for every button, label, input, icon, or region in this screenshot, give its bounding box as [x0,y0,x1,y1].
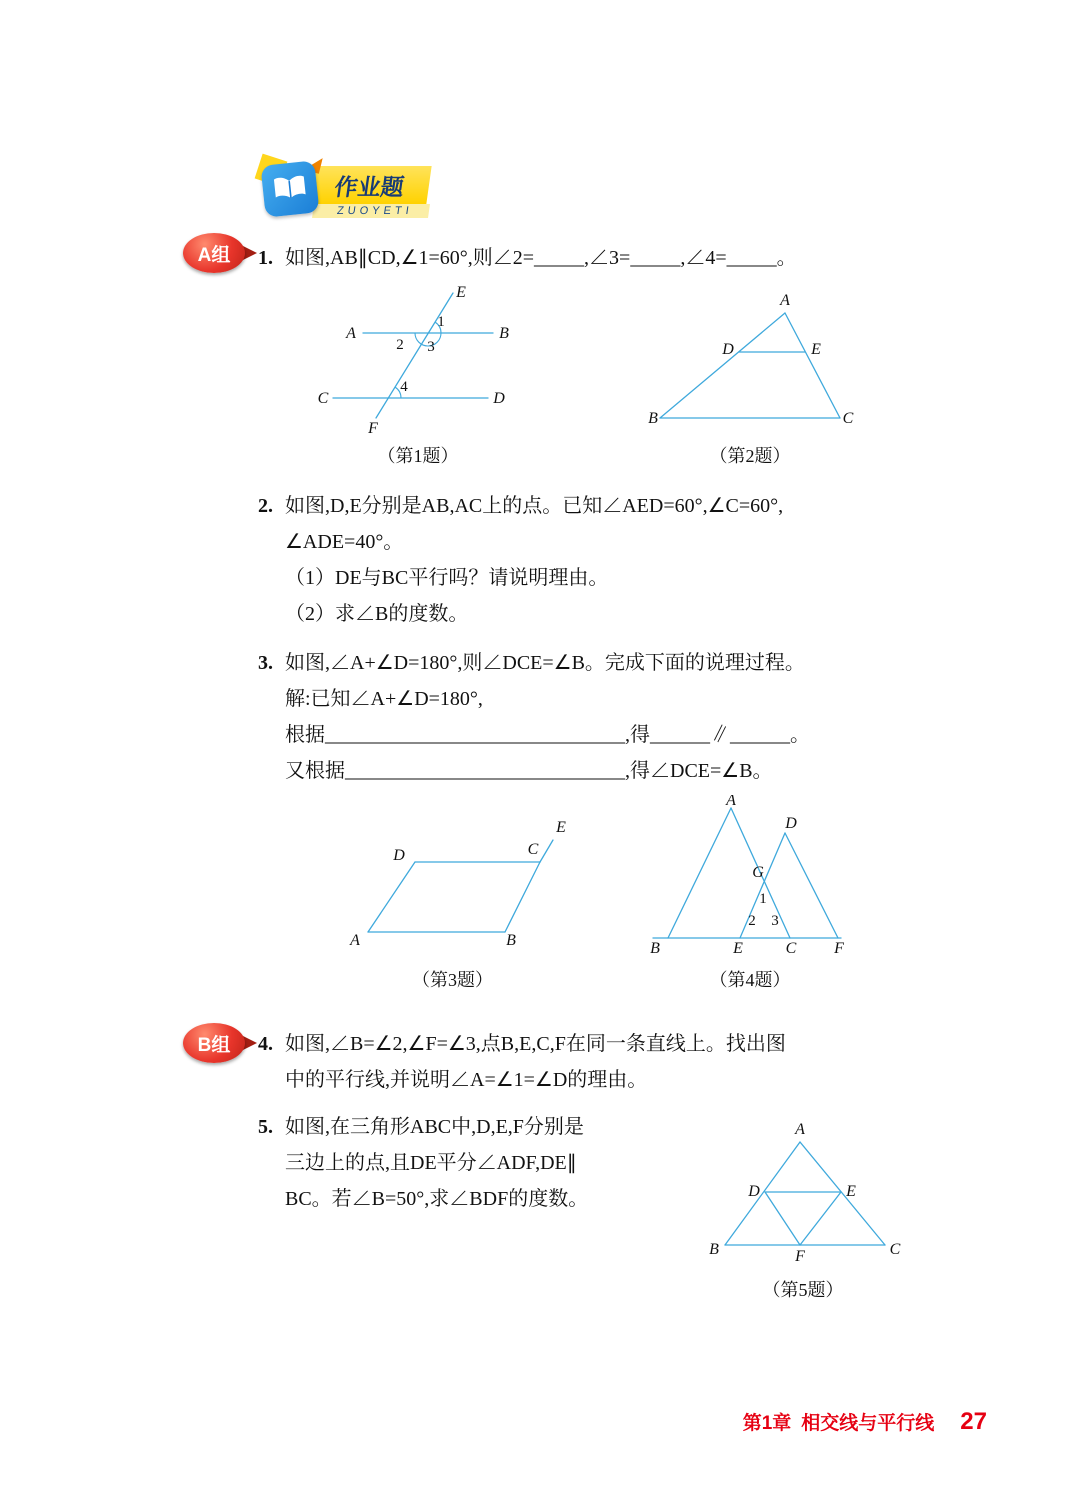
problem-5-line-2: 三边上的点,且DE平分∠ADF,DE∥ [285,1152,577,1174]
svg-text:B: B [506,932,516,949]
problem-2-line-1: 如图,D,E分别是AB,AC上的点。已知∠AED=60°,∠C=60°, [285,495,784,517]
problem-2-number: 2. [258,495,273,517]
svg-text:C: C [889,1241,901,1258]
svg-text:A: A [780,292,790,309]
problem-5 [258,1109,588,1217]
svg-text:F: F [795,1248,805,1264]
svg-text:D: D [785,815,797,832]
problem-5-number: 5. [258,1116,273,1138]
page-footer [743,1408,987,1436]
page-number: 27 [960,1408,987,1435]
svg-text:3: 3 [771,913,779,929]
section-title: 作业题 [310,166,431,204]
problem-4-line-2: 中的平行线,并说明∠A=∠1=∠D的理由。 [285,1069,648,1091]
open-book-icon [260,160,319,217]
svg-text:C: C [842,410,854,427]
svg-text:C: C [318,390,329,407]
problem-5-line-1: 如图,在三角形ABC中,D,E,F分别是 [285,1116,584,1138]
svg-text:F: F [834,940,844,957]
group-b-label: B组 [183,1023,245,1063]
problem-1 [258,240,797,276]
chapter-title: 相交线与平行线 [801,1413,935,1434]
svg-text:F: F [368,420,378,437]
figure-problem-4 [645,795,855,962]
svg-text:B: B [709,1241,719,1258]
svg-text:E: E [456,284,466,301]
problem-1-line-1: 如图,AB∥CD,∠1=60°,则∠2=_____,∠3=_____,∠4=_____。 [285,247,797,269]
svg-text:D: D [722,341,734,358]
svg-text:A: A [726,795,736,809]
title-banner [313,166,429,218]
svg-text:G: G [752,864,764,881]
svg-text:A: A [350,932,360,949]
problem-3-line-1: 如图,∠A+∠D=180°,则∠DCE=∠B。完成下面的说理过程。 [285,652,805,674]
problem-2-line-2: ∠ADE=40°。 [285,531,404,553]
svg-text:1: 1 [437,314,445,330]
problem-5-line-3: BC。若∠B=50°,求∠BDF的度数。 [285,1188,589,1210]
svg-text:2: 2 [396,337,404,353]
problem-4-line-1: 如图,∠B=∠2,∠F=∠3,点B,E,C,F在同一条直线上。找出图 [285,1033,786,1055]
problem-3 [258,645,810,789]
group-b-badge [183,1023,263,1063]
svg-text:B: B [650,940,660,957]
section-subtitle: ZUOYETI [312,204,430,218]
svg-text:4: 4 [400,379,408,395]
svg-text:1: 1 [759,891,767,907]
problem-2-line-3: （1）DE与BC平行吗？请说明理由。 [285,567,609,589]
figure-caption-3: （第3题） [412,970,493,990]
svg-text:E: E [556,819,566,836]
homework-header-badge [263,160,473,224]
problem-3-line-2: 解:已知∠A+∠D=180°, [285,688,483,710]
open-book-glyph [268,167,312,211]
svg-text:C: C [785,940,797,957]
problem-2 [258,488,783,632]
figure-problem-2 [645,288,855,443]
figure-problem-5 [698,1122,908,1269]
figure-caption-4: （第4题） [709,970,791,990]
svg-text:C: C [527,841,539,858]
problem-3-line-4: 又根据____________________________,得∠DCE=∠B。 [285,760,773,782]
svg-text:D: D [393,847,405,864]
chapter-number: 第1章 [742,1413,792,1434]
svg-text:E: E [733,940,743,957]
problem-1-number: 1. [258,247,273,269]
svg-text:3: 3 [427,339,435,355]
svg-text:2: 2 [748,913,756,929]
svg-text:B: B [648,410,658,427]
figure-caption-2: （第2题） [709,446,791,466]
problem-3-line-3: 根据______________________________,得______∥______。 [285,724,810,746]
svg-text:E: E [846,1183,856,1200]
group-a-badge [183,233,263,273]
problem-3-number: 3. [258,652,273,674]
problem-4 [258,1026,786,1098]
svg-text:A: A [346,325,356,342]
svg-text:D: D [493,390,505,407]
svg-text:A: A [795,1122,805,1138]
figure-problem-1 [318,283,518,444]
figure-problem-3 [335,812,570,957]
svg-text:E: E [811,341,821,358]
group-a-label: A组 [183,233,245,273]
svg-text:D: D [748,1183,760,1200]
figure-caption-1: （第1题） [377,446,459,466]
svg-text:B: B [499,325,509,342]
problem-2-line-4: （2）求∠B的度数。 [285,603,469,625]
problem-4-number: 4. [258,1033,273,1055]
figure-caption-5: （第5题） [762,1280,844,1300]
